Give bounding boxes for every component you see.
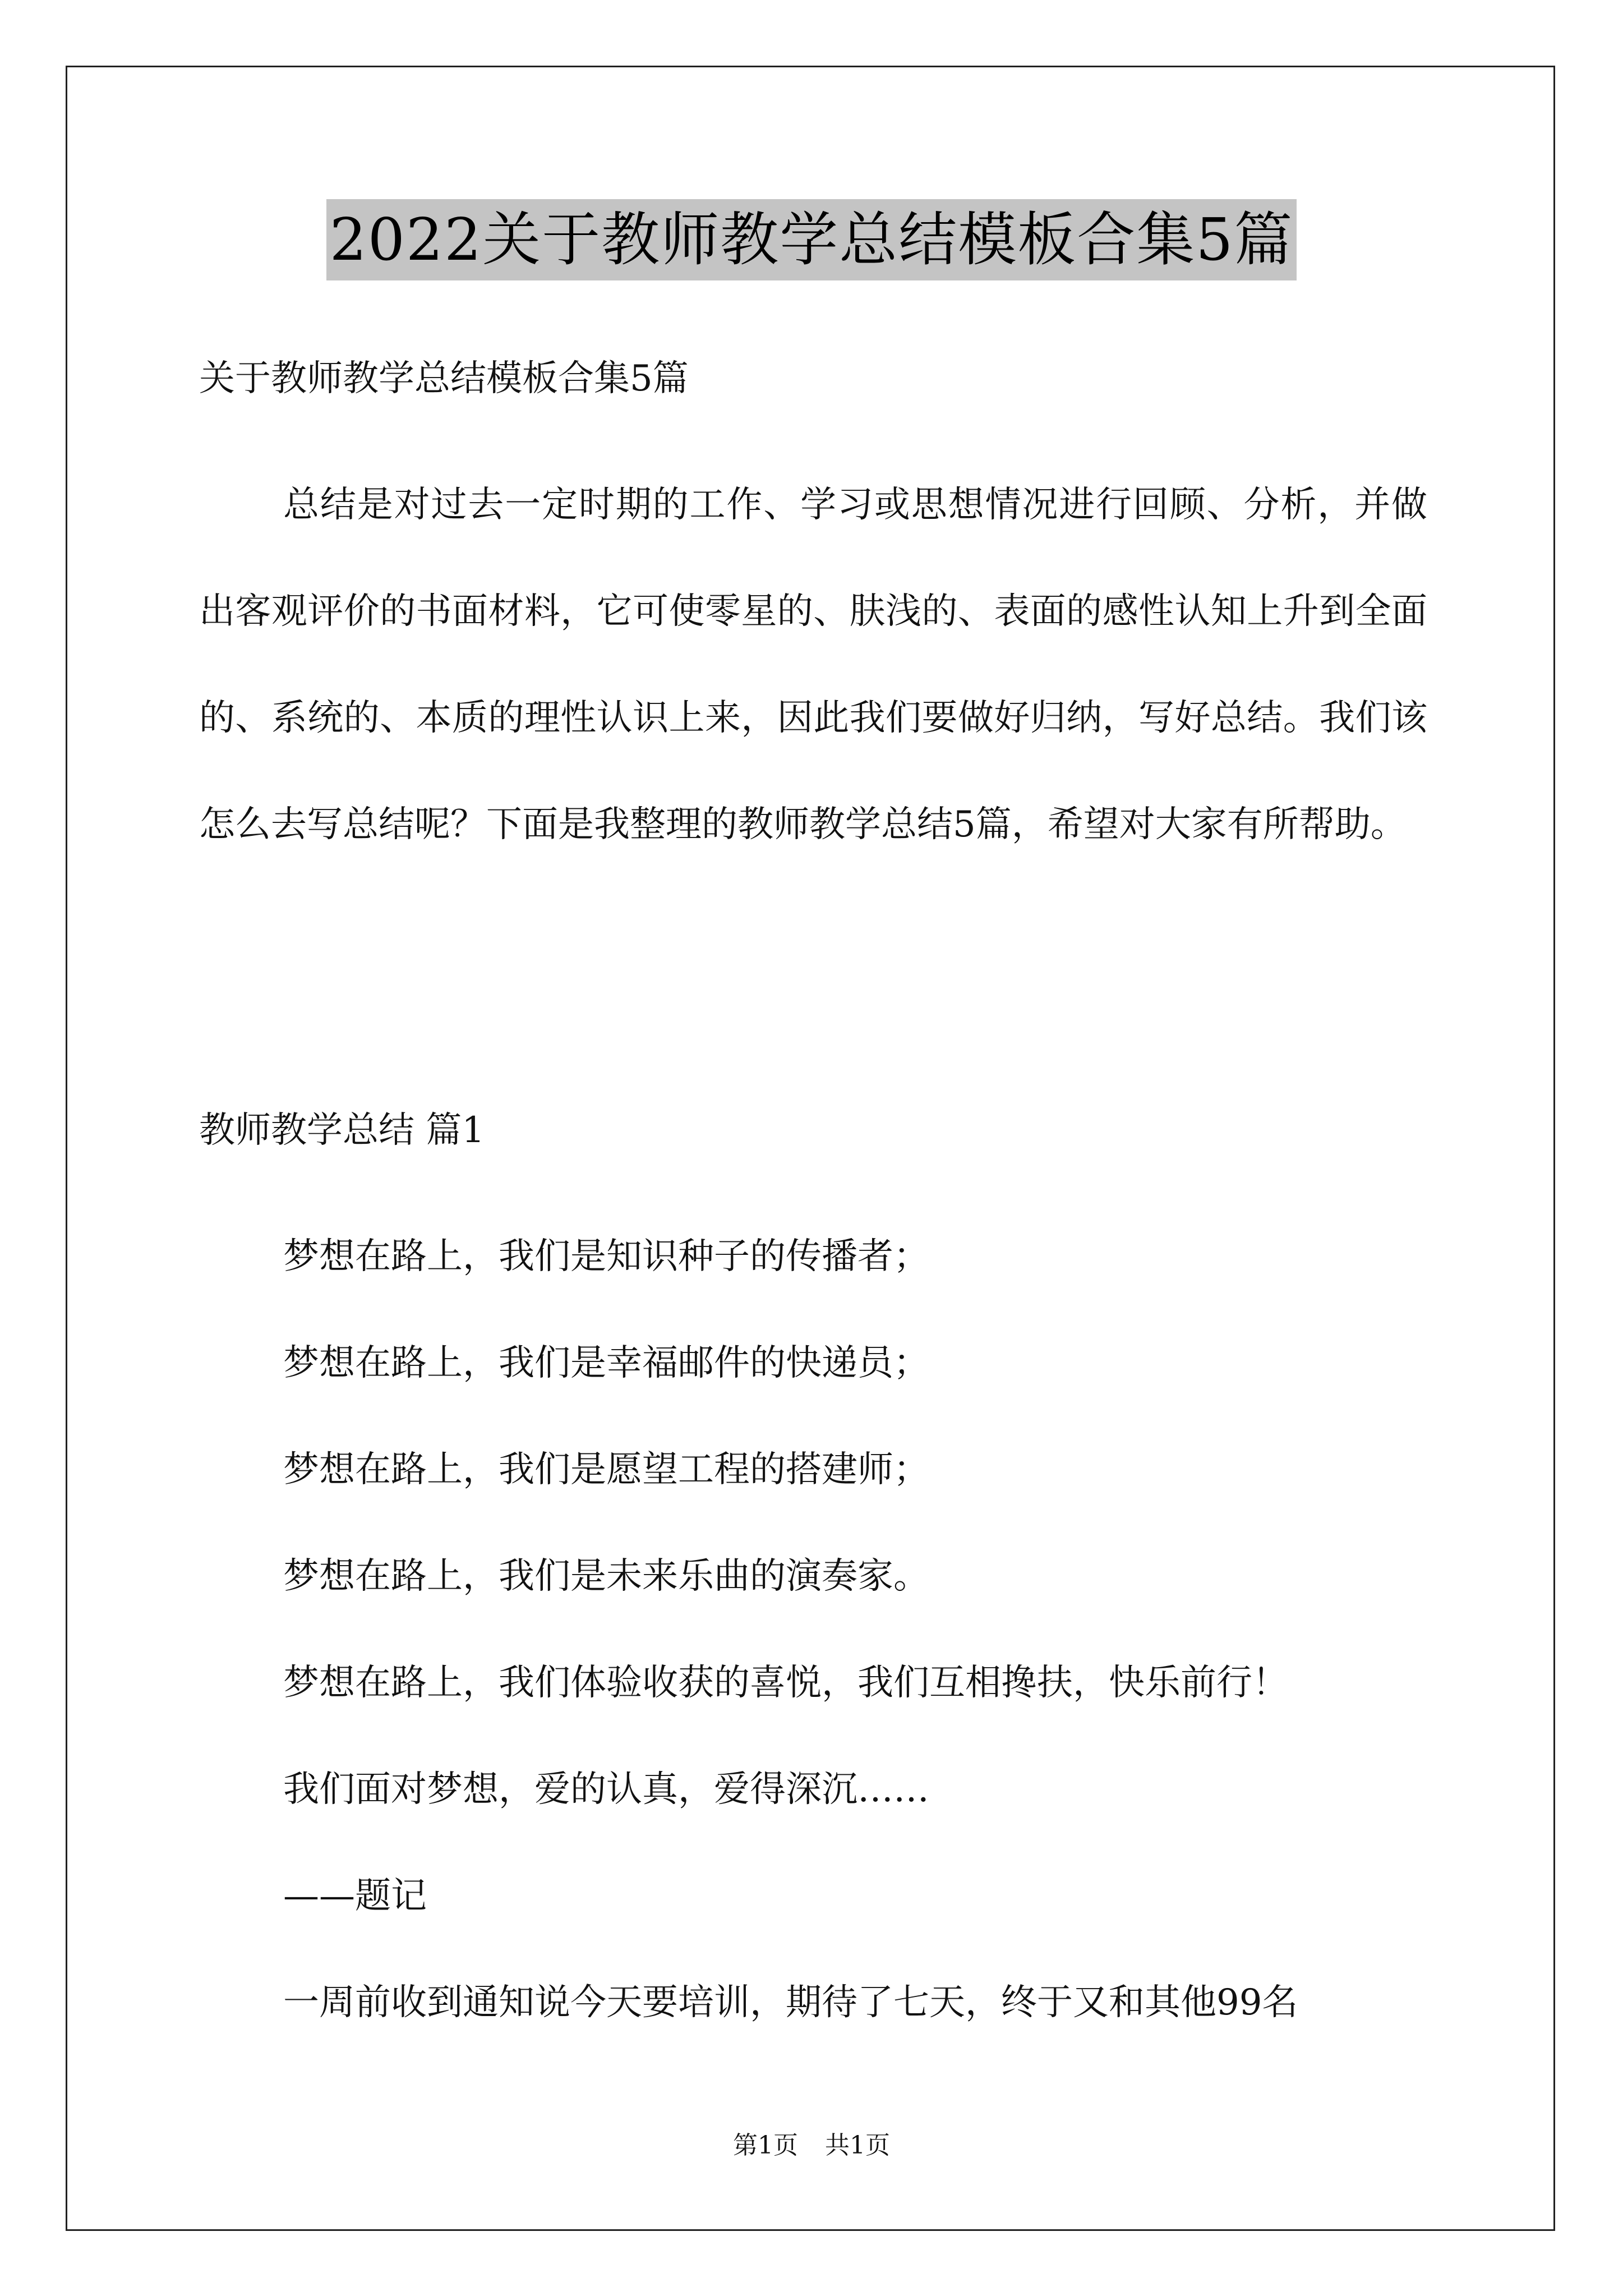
body-line: 我们面对梦想，爱的认真，爱得深沉……	[283, 1769, 929, 1810]
body-line: 梦想在路上，我们是幸福邮件的快递员；	[283, 1342, 929, 1384]
intro-paragraph: 总结是对过去一定时期的工作、学习或思想情况进行回顾、分析，并做出客观评价的书面材料，它可使零星的、肤浅的、表面的感性认知上升到全面的、系统的、本质的理性认识上来，因此我们要做好归纳，写好总结。我们该怎么去写总结呢？下面是我整理的教师教学总结5篇，希望对大家有所帮助。	[199, 484, 1427, 845]
body-line: 梦想在路上，我们体验收获的喜悦，我们互相搀扶，快乐前行！	[283, 1662, 1288, 1704]
body-lines	[199, 1203, 1427, 2056]
body-line: ——题记	[283, 1875, 427, 1917]
section-heading: 教师教学总结 篇1	[199, 1110, 485, 1151]
body-line: 梦想在路上，我们是知识种子的传播者；	[283, 1236, 929, 1277]
page-footer	[0, 2129, 1623, 2162]
page-number-current: 第1页	[733, 2131, 798, 2160]
page-number-total: 共1页	[825, 2131, 890, 2160]
document-title: 2022关于教师教学总结模板合集5篇	[326, 199, 1297, 280]
title-container	[0, 199, 1623, 280]
body-line: 一周前收到通知说今天要培训，期待了七天，终于又和其他99名	[283, 1982, 1298, 2023]
body-line: 梦想在路上，我们是愿望工程的搭建师；	[283, 1449, 929, 1490]
body-line: 梦想在路上，我们是未来乐曲的演奏家。	[283, 1556, 929, 1597]
document-subtitle: 关于教师教学总结模板合集5篇	[199, 358, 689, 399]
